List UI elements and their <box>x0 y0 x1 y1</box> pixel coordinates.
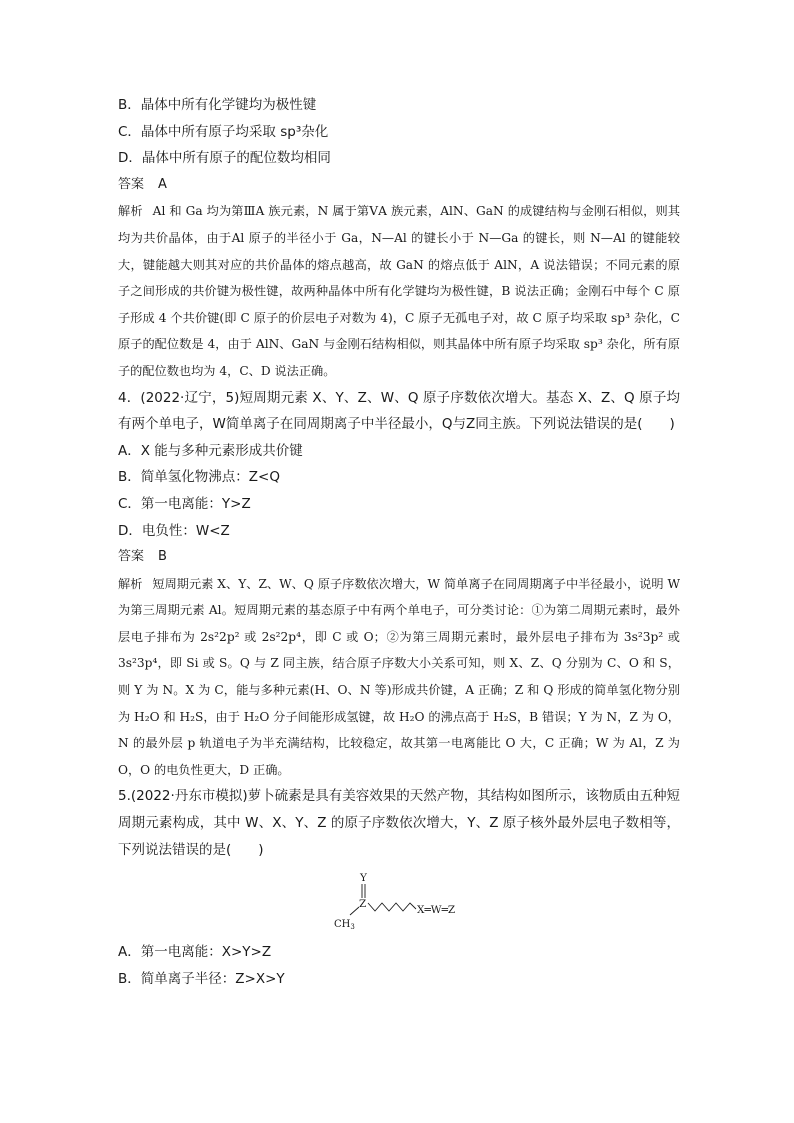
atom-z-label: Z <box>359 898 367 911</box>
structure-diagram <box>118 869 680 935</box>
q3-option-d: D．晶体中所有原子的配位数均相同 <box>118 150 331 167</box>
answer-label: 答案 <box>118 549 145 565</box>
answer-value: B <box>158 549 167 565</box>
q3-answer <box>118 172 680 199</box>
q4-stem: 4．(2022·辽宁，5)短周期元素 X、Y、Z、W、Q 原子序数依次增大。基态 X、Z、Q 原子均有两个单电子，W简单离子在同周期离子中半径最小，Q与Z同主族。下列说法错误的是( ) <box>118 389 680 433</box>
isothiocyanate-group: X═W═Z <box>417 904 456 917</box>
sulforaphane-structure <box>330 869 480 935</box>
q5-option-a: A．第一电离能：X>Y>Z <box>118 944 272 961</box>
q5-stem: 5.(2022·丹东市模拟)萝卜硫素是具有美容效果的天然产物，其结构如图所示，该物质由五种短周期元素构成，其中 W、X、Y、Z 的原子序数依次增大，Y、Z 原子核外最外层电子数相等，下列说法错误的是( ) <box>118 788 680 858</box>
q5-option-b: B．简单离子半径：Z>X>Y <box>118 970 285 987</box>
answer-value: A <box>158 176 167 192</box>
q3-option-c: C．晶体中所有原子均采取 sp³杂化 <box>118 123 329 140</box>
q4-option-b: B．简单氢化物沸点：Z<Q <box>118 469 280 486</box>
explanation-text: 短周期元素 X、Y、Z、W、Q 原子序数依次增大，W 简单离子在同周期离子中半径最小，说明 W 为第三周期元素 Al。短周期元素的基态原子中有两个单电子，可分类讨论：①为第二周期元素时，最外层电子排布为 2s²2p² 或 2s²2p⁴，即 C 或 O；②为第三周期元素时，最外层电子排布为 3s²3p² 或 3s²3p⁴，即 Si 或 S。Q 与 Z 同主族，结合原子序数大小关系可知，则 X、Z、Q 分别为 C、O 和 S，则 Y 为 N。X 为 C，能与多种元素(H、O、N 等)形成共价键，A 正确；Z 和 Q 形成的简单氢化物分别为 H₂O 和 H₂S，由于 H₂O 分子间能形成氢键，故 H₂O 的沸点高于 H₂S，B 错误；Y 为 N，Z 为 O，N 的最外层 p 轨道电子为半充满结构，比较稳定，故其第一电离能比 O 大，C 正确；W 为 Al，Z 为 O，O 的电负性更大，D 正确。 <box>118 576 680 777</box>
explanation-label: 解析 <box>118 204 143 219</box>
q4-option-a: A．X 能与多种元素形成共价键 <box>118 442 303 459</box>
atom-y-label: Y <box>360 872 367 885</box>
explanation-label: 解析 <box>118 576 143 591</box>
q3-explanation <box>118 198 680 384</box>
explanation-text: Al 和 Ga 均为第ⅢA 族元素，N 属于第ⅤA 族元素，AlN、GaN 的成键结构与金刚石相似，则其均为共价晶体，由于Al 原子的半径小于 Ga，N—Al 的键长小于 N—Ga 的键长，则 N—Al 的键能较大，键能越大则其对应的共价晶体的熔点越高，故 GaN 的熔点低于 AlN，A 说法错误；不同元素的原子之间形成的共价键为极性键，故两种晶体中所有化学键均为极性键，B 说法正确；金刚石中每个 C 原子形成 4 个共价键(即 C 原子的价层电子对数为 4)，C 原子无孤电子对，故 C 原子均采取 sp³ 杂化，C 原子的配位数是 4，由于 AlN、GaN 与金刚石结构相似，则其晶体中所有原子均采取 sp³ 杂化，所有原子的配位数也均为 4，C、D 说法正确。 <box>118 204 681 378</box>
q4-option-c: C．第一电离能：Y>Z <box>118 495 251 512</box>
q3-option-b: B．晶体中所有化学键均为极性键 <box>118 97 317 113</box>
q4-explanation <box>118 571 680 784</box>
q4-option-d: D．电负性：W<Z <box>118 522 230 539</box>
document-page <box>118 92 680 992</box>
carbon-chain <box>368 903 416 911</box>
answer-label: 答案 <box>118 176 145 192</box>
bond-line <box>350 907 359 915</box>
methyl-group: $CH_3$ <box>334 919 355 932</box>
q4-answer <box>118 544 680 571</box>
